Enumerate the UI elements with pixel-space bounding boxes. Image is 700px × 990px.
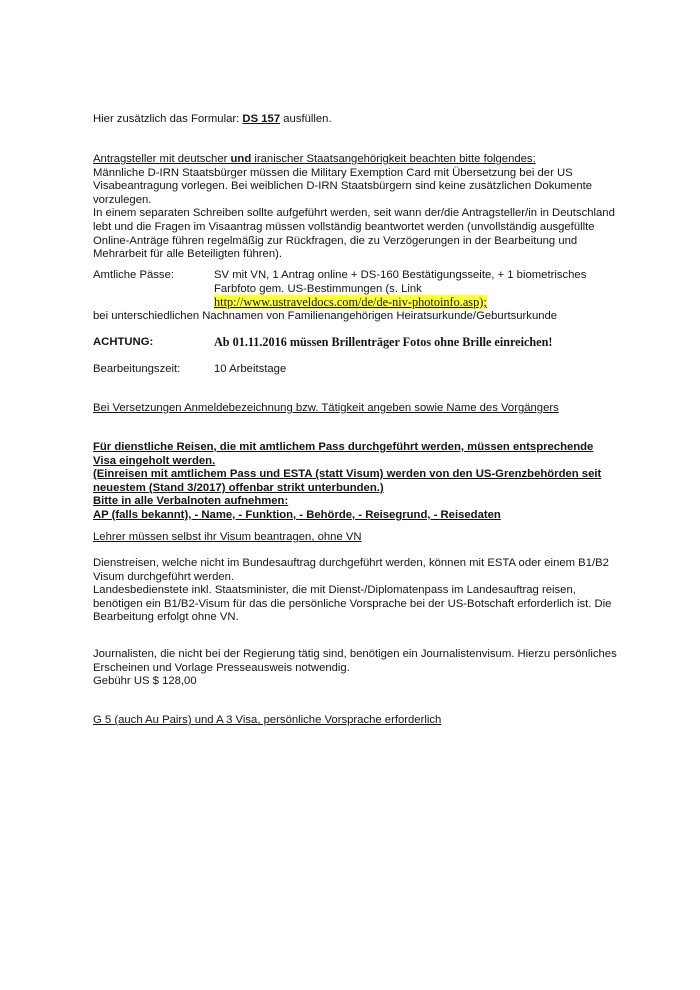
form-ds157: DS 157 xyxy=(242,113,281,125)
official-passports-text: SV mit VN, 1 Antrag online + DS-160 Bestätigungsseite, + 1 biometrisches Farbfoto gem. US-Bestimmungen (s. Link http://www.ustraveldocs.com/de/de-niv-photoinfo.asp); xyxy=(214,269,587,310)
journalists-section xyxy=(93,648,618,689)
g5-note: G 5 (auch Au Pairs) und A 3 Visa, persönliche Vorsprache erforderlich xyxy=(93,714,442,726)
achtung-text: Ab 01.11.2016 müssen Brillenträger Fotos ohne Brille einreichen! xyxy=(214,335,553,349)
teachers-note: Lehrer müssen selbst ihr Visum beantragen, ohne VN xyxy=(93,531,362,543)
official-travel-verbal-notes: Bitte in alle Verbalnoten aufnehmen: xyxy=(93,495,289,508)
official-travel-esta-note: (Einreisen mit amtlichem Pass und ESTA (statt Visum) werden von den US-Grenzbehörden seit neuestem (Stand 3/2017) offenbar strikt unterbunden.) xyxy=(93,468,602,494)
official-passports-label: Amtliche Pässe: xyxy=(93,269,174,281)
photo-info-link[interactable]: http://www.ustraveldocs.com/de/de-niv-photoinfo.asp); xyxy=(214,295,487,310)
achtung-label: ACHTUNG: xyxy=(93,336,154,348)
intro-suffix: ausfüllen. xyxy=(280,113,332,125)
intro-line xyxy=(93,113,618,127)
state-travel-esta-note: Dienstreisen, welche nicht im Bundesauftrag durchgeführt werden, können mit ESTA oder einem B1/B2 Visum durchgeführt werden. xyxy=(93,557,609,583)
state-travel-b1b2-note: Landesbedienstete inkl. Staatsminister, die mit Dienst-/Diplomatenpass im Landesauftrag reisen, benötigen ein B1/B2-Visum für das die persönliche Vorsprache bei der US-Botschaft erforderlich ist. Die Bearbeitung erfolgt ohne VN. xyxy=(93,584,612,624)
official-travel-section xyxy=(93,441,618,523)
dual-citizens-heading: Antragsteller mit deutscher und iranischer Staatsangehörigkeit beachten bitte folgendes: xyxy=(93,153,536,165)
processing-value: 10 Arbeitstage xyxy=(214,363,287,375)
transfers-note: Bei Versetzungen Anmeldebezeichnung bzw. Tätigkeit angeben sowie Name des Vorgängers xyxy=(93,402,559,414)
official-travel-visa-required: Für dienstliche Reisen, die mit amtlichem Pass durchgeführt werden, müssen entsprechende Visa eingeholt werden. xyxy=(93,441,594,467)
intro-prefix: Hier zusätzlich das Formular: xyxy=(93,113,243,125)
dual-citizens-military-note: Männliche D-IRN Staatsbürger müssen die Military Exemption Card mit Übersetzung bei der US Visabeantragung vorlegen. Bei weiblichen D-IRN Staatsbürgern sind keine zusätzlichen Dokumente vorzulegen. xyxy=(93,166,593,206)
state-travel-section xyxy=(93,557,618,625)
processing-label: Bearbeitungszeit: xyxy=(93,363,181,375)
journalists-text: Journalisten, die nicht bei der Regierung tätig sind, benötigen ein Journalistenvisum. Hierzu persönliches Erscheinen und Vorlage Presseausweis notwendig. xyxy=(93,648,617,674)
official-travel-fields: AP (falls bekannt), - Name, - Funktion, - Behörde, - Reisegrund, - Reisedaten xyxy=(93,508,501,521)
dual-citizens-letter-note: In einem separaten Schreiben sollte aufgeführt werden, seit wann der/die Antragsteller/in in Deutschland lebt und die Fragen im Visaantrag müssen vollständig beantwortet werden (unvollständig ausgefüllte Online-Anträge führen regelmäßig zur Rückfragen, die zu Verzögerungen in der Bearbeitung und Mehrarbeit für alle Beteiligten führen). xyxy=(93,207,615,261)
journalists-fee: Gebühr US $ 128,00 xyxy=(93,675,197,688)
surname-note: bei unterschiedlichen Nachnamen von Familienangehörigen Heiratsurkunde/Geburtsurkunde xyxy=(93,310,558,322)
dual-citizens-section xyxy=(93,153,618,262)
